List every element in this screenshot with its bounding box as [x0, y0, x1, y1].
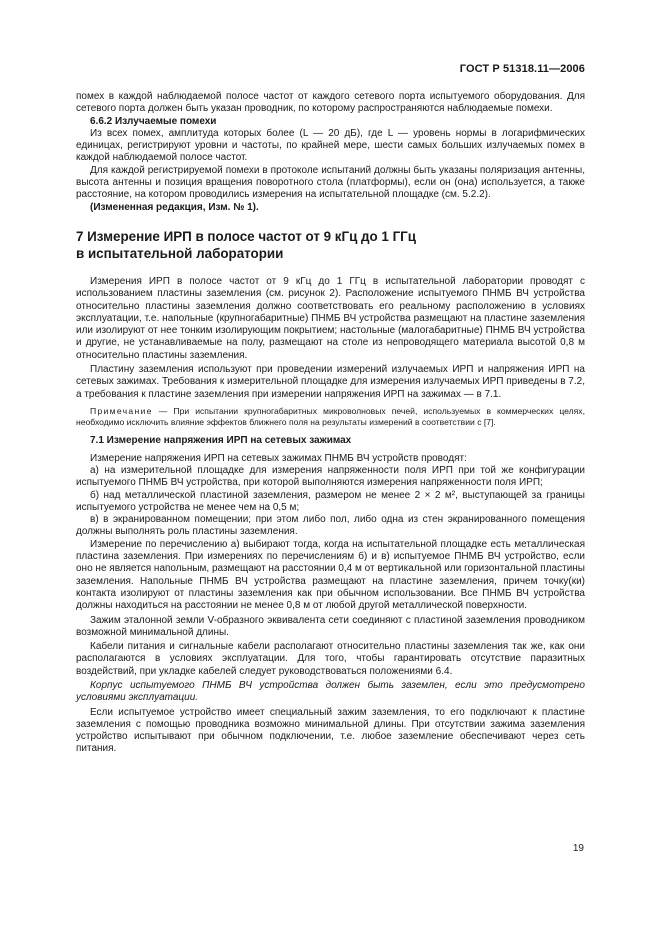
list-item-v: в) в экранированном помещении; при этом либо пол, либо одна из стен экранированного помещения должны выполнять роль пластины заземления.: [76, 514, 585, 538]
paragraph-section7-1: Измерения ИРП в полосе частот от 9 кГц до 1 ГГц в испытательной лаборатории проводят с использованием пластины заземления (см. рисунок 2). Расположение испытуемого ПНМБ ВЧ устройства относительно пластины заземления должно соответствовать его реальному расположению в условиях эксплуатации, т.е. напольные (крупногабаритные) ПНМБ ВЧ устройства размещают на пластине заземления или изолируют от нее тонким изолирующим покрытием; настольные (малогабаритные) ПНМБ ВЧ устройства и другие, не устанавливаемые на полу, размещают на столе из непроводящего материала высотой 0,8 м относительно пластины заземления.: [76, 275, 585, 361]
section-7-title-line2: в испытательной лаборатории: [76, 245, 284, 261]
note-label: Примечание: [90, 405, 153, 416]
section-6-6-2-title: 6.6.2 Излучаемые помехи: [90, 115, 217, 127]
page-number: 19: [572, 843, 584, 854]
paragraph-radiated-1: Из всех помех, амплитуда которых более (L — 20 дБ), где L — уровень нормы в логарифмических единицах, регистрируют уровни и частоты, по крайней мере, шести самых больших излучаемых помех в каждой наблюдаемой полосе частот.: [76, 127, 585, 164]
paragraph-continued: помех в каждой наблюдаемой полосе частот от каждого сетевого порта испытуемого оборудования. Для сетевого порта должен быть указан проводник, по которому распространяются наблюдаемые помехи.: [76, 91, 585, 115]
section-7-title: [76, 228, 585, 262]
paragraph-7-1-6: Если испытуемое устройство имеет специальный зажим заземления, то его подключают к пластине заземления с помощью проводника возможно минимальной длины. При отсутствии зажима заземления устройство испытывают при обычном подключении, т.е. любое заземление обеспечивают через сеть питания.: [76, 706, 585, 755]
paragraph-7-1-3: Зажим эталонной земли V-образного эквивалента сети соединяют с пластиной заземления проводником возможной минимальной длины.: [76, 614, 585, 638]
paragraph-7-1-2: Измерение по перечислению а) выбирают тогда, когда на испытательной площадке есть металлическая пластина заземления. При измерениях по перечислениям б) и в) испытуемое ПНМБ ВЧ устройство, если оно не является напольным, размещают на расстоянии 0,4 м от вертикальной или горизонтальной пластины заземления. Напольные ПНМБ ВЧ устройства размещают на пластине заземления, причем точку(ки) контакта изолируют от пластины заземления как при обычном использовании. Все ПНМБ ВЧ устройства должны находиться на расстоянии не менее 0,8 м от любой другой металлической поверхности.: [76, 538, 585, 612]
note: [76, 406, 585, 428]
page-header-standard: ГОСТ Р 51318.11—2006: [459, 63, 585, 75]
paragraph-7-1-5: Корпус испытуемого ПНМБ ВЧ устройства должен быть заземлен, если это предусмотрено условиями эксплуатации.: [76, 679, 585, 704]
paragraph-section7-2: Пластину заземления используют при проведении измерений излучаемых ИРП и напряжения ИРП на сетевых зажимах. Требования к измерительной площадке для измерения излучаемых ИРП приведены в 7.2, а требования к пластине заземления при измерении напряжения ИРП на зажимах — в 7.1.: [76, 364, 585, 400]
paragraph-7-1-4: Кабели питания и сигнальные кабели располагают относительно пластины заземления так же, как они располагаются в условиях эксплуатации. Для того, чтобы гарантировать отсутствие паразитных воздействий, при укладке кабелей следует руководствоваться положениями 6.4.: [76, 641, 585, 677]
list-item-b: б) над металлической пластиной заземления, размером не менее 2 × 2 м², выступающей за границы испытуемого устройства не менее чем на 0,5 м;: [76, 489, 585, 513]
note-text: — При испытании крупногабаритных микроволновых печей, используемых в коммерческих целях, необходимо исключить влияние эффектов ближнего поля на результаты измерений в соответствии с [7].: [76, 405, 585, 428]
section-7-1-title: 7.1 Измерение напряжения ИРП на сетевых зажимах: [90, 435, 352, 447]
section-7-title-line1: 7 Измерение ИРП в полосе частот от 9 кГц до 1 ГГц: [76, 228, 417, 244]
amendment-note: (Измененная редакция, Изм. № 1).: [90, 201, 259, 213]
paragraph-7-1-intro: Измерение напряжения ИРП на сетевых зажимах ПНМБ ВЧ устройств проводят:: [90, 452, 467, 464]
paragraph-radiated-2: Для каждой регистрируемой помехи в протоколе испытаний должны быть указаны поляризация антенны, высота антенны и позиция вращения поворотного стола (платформы), если он (она) используется, а также расстояние, на котором проводились измерения на испытательной площадке (см. 5.2.2).: [76, 164, 585, 201]
document-body: [76, 91, 585, 756]
list-item-a: а) на измерительной площадке для измерения напряженности поля ИРП при той же конфигурации испытуемого ПНМБ ВЧ устройства, при которой выполняются измерения напряженности поля ИРП;: [76, 464, 585, 489]
